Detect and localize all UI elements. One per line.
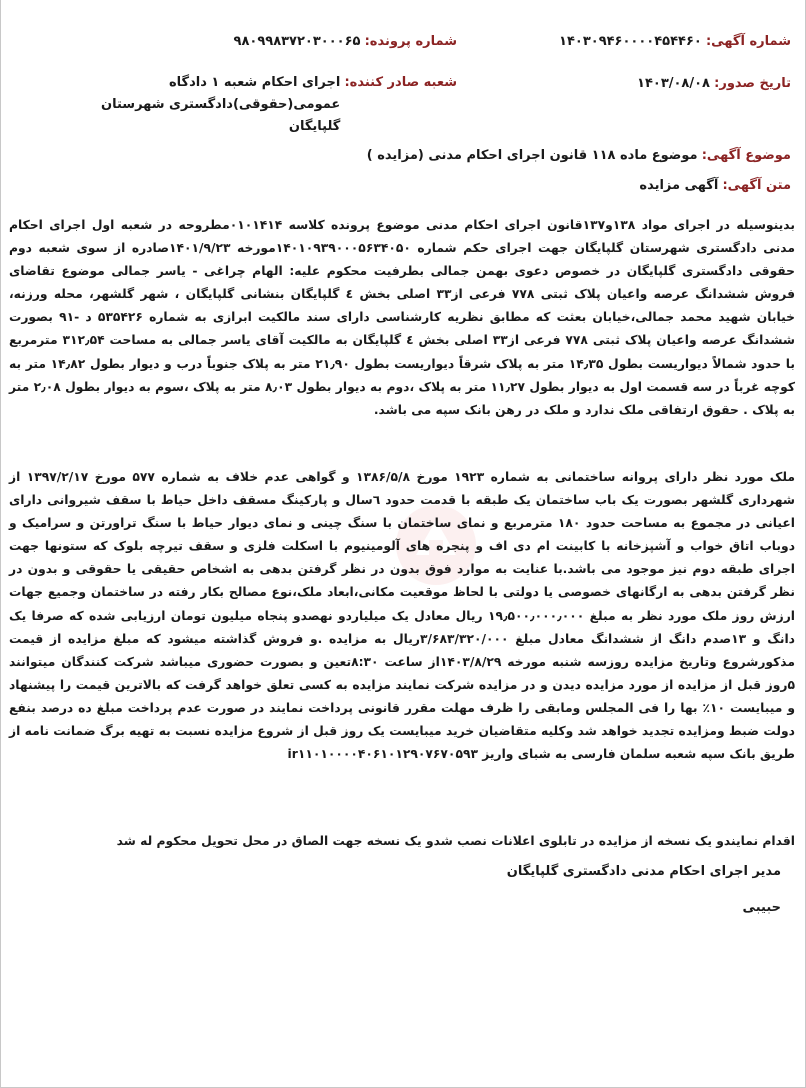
ad-number-label: شماره آگهی:	[705, 34, 791, 49]
case-number-label: شماره پرونده:	[364, 34, 457, 49]
issuer-label: شعبه صادر کننده:	[344, 75, 457, 90]
issuer-row	[50, 72, 457, 138]
subject-value: موضوع ماده ۱۱۸ قانون اجرای احکام مدنی (مزایده )	[366, 148, 698, 163]
case-number-row	[234, 34, 457, 49]
ad-number-value: ۱۴۰۳۰۹۴۶۰۰۰۰۴۵۴۴۶۰	[559, 34, 702, 49]
body-label-row	[639, 178, 791, 193]
body-label: متن آگهی:	[722, 178, 791, 193]
signature-title: مدیر اجرای احکام مدنی دادگستری گلپایگان	[506, 864, 781, 879]
issue-date-value: ۱۴۰۳/۰۸/۰۸	[637, 76, 710, 91]
subject-label: موضوع آگهی:	[701, 148, 791, 163]
subject-row	[367, 148, 791, 163]
body-paragraph-2: ملک مورد نظر دارای پروانه ساختمانی به شماره ۱۹۲۳ مورخ ۱۳۸۶/۵/۸ و گواهی عدم خلاف به شماره ۵۷۷ مورخ ۱۳۹۷/۲/۱۷ از شهرداری گلشهر بصورت یک باب ساختمان یک طبقه با قدمت حدود ٦سال و پارکینگ مسقف داخل حیاط با سقف شیروانی دارای اعیانی در مجموع به مساحت حدود ۱۸۰ مترمربع و نمای ساختمان با سنگ چینی و نمای دیوار حیاط با سنگ تراورتن و سرامیک و دوباب اتاق خواب و آشپزخانه با کابینت ام دی اف و پنجره های آلومینیوم با اسکلت فلزی و سقف تیرچه بلوک که ستونها جهت اجرای طبقه دوم نیز موجود می باشد.با عنایت به موارد فوق بدون در نظر گرفتن بدهی به اشخاص حقیقی یا حقوقی و بدون در نظر گرفتن بدهی به ارگانهای خصوصی یا دولتی با لحاظ موقعیت مکانی،ابعاد ملک،نوع مصالح بکار رفته در ساختمان وجمیع جهات ارزش روز ملک مورد نظر به مبلغ ۱۹٫۵۰۰٫۰۰۰٫۰۰۰ ریال معادل یک میلیاردو نهصدو پنجاه میلیون تومان ارزیابی شده که صرفا یک دانگ و ۱۳صدم دانگ از ششدانگ معادل مبلغ ۳/۶۸۳/۳۲۰/۰۰۰ریال به مزایده .و فروش گذاشته میشود که مبلغ مزایده از قیمت مذکورشروع وتاریخ مزایده روزسه شنبه مورخه ۱۴۰۳/۸/۲۹از ساعت ۸:۳۰تعین و بصورت حضوری میباشد شرکت کنندگان میتوانند ۵روز قبل از مزایده از مورد مزایده دیدن و در مزایده شرکت نمایند مزایده به کسی تعلق خواهد گرفت که بالاترین قیمت را پیشنهاد و میبایست ۱۰٪ بها را فی المجلس ومابقی را ظرف مهلت مقرر قانونی پرداخت نمایند در صورت عدم پرداخت مبلغ ده درصد بنفع دولت ضبط ومزایده تجدید خواهد شد وکلیه متقاضیان خرید میبایست یک روز قبل از شروع مزایده نسبت به تهیه برگ ضمانت نامه از طریق بانک سپه شعبه سلمان فارسی به شبای واریز ir۱۱۰۱۰۰۰۰۴۰۶۱۰۱۲۹۰۷۶۷۰۵۹۳	[9, 470, 796, 762]
body-title: آگهی مزایده	[639, 178, 719, 193]
ad-number-row	[559, 34, 791, 49]
issue-date-label: تاریخ صدور:	[714, 76, 791, 91]
body-paragraph-3: اقدام نمایندو یک نسخه از مزایده در تابلوی اعلانات نصب شدو یک نسخه جهت الصاق در محل تحویل محکوم له شد	[116, 834, 795, 848]
signature-name: حبیبی	[742, 900, 781, 915]
case-number-value: ۹۸۰۹۹۸۳۷۲۰۳۰۰۰۶۵	[233, 34, 361, 49]
body-paragraph-1: بدینوسیله در اجرای مواد ۱۳۸و۱۳۷قانون اجرای احکام مدنی موضوع پرونده کلاسه ۰۱۰۱۴۱۴مطروحه در شعبه اول اجرای احکام مدنی دادگستری شهرستان گلپایگان جهت اجرای حکم شماره ۱۴۰۱۰۹۳۹۰۰۰۵۶۳۴۰۵۰مورخه ۱۴۰۱/۹/۲۳صادره از سوی شعبه دوم حقوقی دادگستری گلپایگان در خصوص دعوی بهمن جمالی بطرفیت محکوم علیه: الهام چراغی - یاسر جمالی موضوع تقاضای فروش ششدانگ عرصه واعیان پلاک ثبتی ۷۷۸ فرعی از۳۳ اصلی بخش ٤ گلپایگان بنشانی گلپایگان ، شهر گلشهر، محله ورزنه، خیابان شهید محمد جمالی،خیابان بعثت که مطابق نظریه کارشناسی دارای سند مالکیت ابرازی به شماره ۵۳۵۴۲۶ د -۹۱ بصورت ششدانگ عرصه واعیان پلاک ثبتی ۷۷۸ فرعی از۳۳ اصلی بخش ٤ گلپایگان به مالکیت آقای یاسر جمالی به مساحت ۳۱۲٫۵۴ مترمربع با حدود شمالاً دیواریست بطول ۱۴٫۳۵ متر به پلاک شرقاً دیواریست بطول ۲۱٫۹۰ متر به پلاک جنوباً درب و دیوار بطول ۱۴٫۸۲ متر به کوچه غرباً در سه قسمت اول به دیوار بطول ۱۱٫۲۷ متر به پلاک ،دوم به دیوار بطول ۸٫۰۳ متر به پلاک ،سوم به دیوار بطول ۲٫۰۸ متر به پلاک . حقوق ارتفاقی ملک ندارد و ملک در رهن بانک سپه می باشد.	[9, 218, 796, 417]
issuer-value: اجرای احکام شعبه ۱ دادگاه عمومی(حقوقی)دادگستری شهرستان گلپایگان	[101, 75, 341, 134]
issue-date-row	[637, 76, 791, 91]
